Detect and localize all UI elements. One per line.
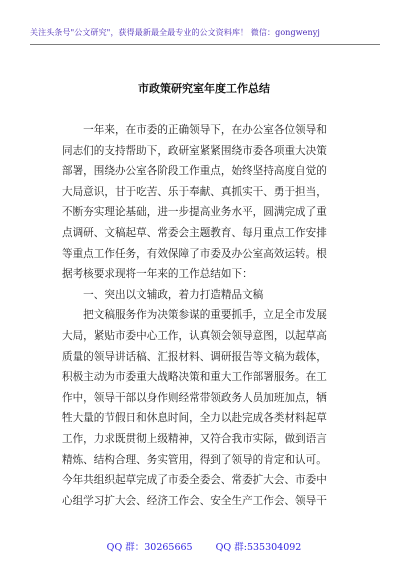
- body-line: 积极主动为市委重大战略决策和重大工作部署服务。在工: [62, 371, 327, 384]
- body-line: 等重点工作任务，有效保障了市委及办公室高效运转。根: [62, 247, 327, 260]
- body-line: 同志们的支持帮助下，政研室紧紧围绕市委各项重大决策: [62, 144, 327, 157]
- body-line: 不断夯实理论基础，进一步提高业务水平，圆满完成了重: [62, 206, 327, 219]
- footer: [0, 539, 408, 553]
- body-line: 一、突出以文辅政，着力打造精品文稿: [62, 288, 264, 301]
- header-divider: [30, 44, 380, 45]
- footer-qq-group-2: QQ 群:535304092: [215, 542, 302, 553]
- body-line: 把文稿服务作为决策参谋的重要抓手，立足全市发展: [62, 309, 327, 322]
- body-line: 今年共组织起草完成了市委全委会、常委扩大会、市委中: [62, 474, 327, 487]
- header-note: 关注头条号"公文研究"，获得最新最全最专业的公文资料库！ 微信：gongwenyj: [30, 28, 320, 37]
- body-line: 一年来，在市委的正确领导下，在办公室各位领导和: [62, 124, 327, 136]
- body-line: 精炼、结构合理、务实管用，得到了领导的肯定和认可。: [62, 453, 327, 466]
- footer-qq-group-1: QQ 群：30265665: [106, 542, 193, 553]
- body-line: 大局意识，甘于吃苦、乐于奉献、真抓实干、勇于担当，: [62, 185, 327, 198]
- document-title: 市政策研究室年度工作总结: [138, 82, 270, 95]
- body-line: 作中，领导干部以身作则经常带领政务人员加班加点，牺: [62, 391, 327, 404]
- document-body: [62, 120, 352, 511]
- body-line: 工作，力求既贯彻上级精神，又符合我市实际，做到语言: [62, 432, 327, 445]
- body-line: 大局，紧贴市委中心工作，认真领会领导意图，以起草高: [62, 329, 327, 342]
- body-line: 据考核要求现将一年来的工作总结如下：: [62, 268, 253, 281]
- body-line: 部署，围绕办公室各阶段工作重点，始终坚持高度自觉的: [62, 165, 327, 178]
- body-line: 心组学习扩大会、经济工作会、安全生产工作会、领导干: [62, 494, 327, 507]
- body-line: 点调研、文稿起草、常委会主题教育、每月重点工作安排: [62, 226, 327, 239]
- body-line: 质量的领导讲话稿、汇报材料、调研报告等文稿为载体，: [62, 350, 327, 363]
- body-line: 牲大量的节假日和休息时间，全力以赴完成各类材料起草: [62, 412, 327, 425]
